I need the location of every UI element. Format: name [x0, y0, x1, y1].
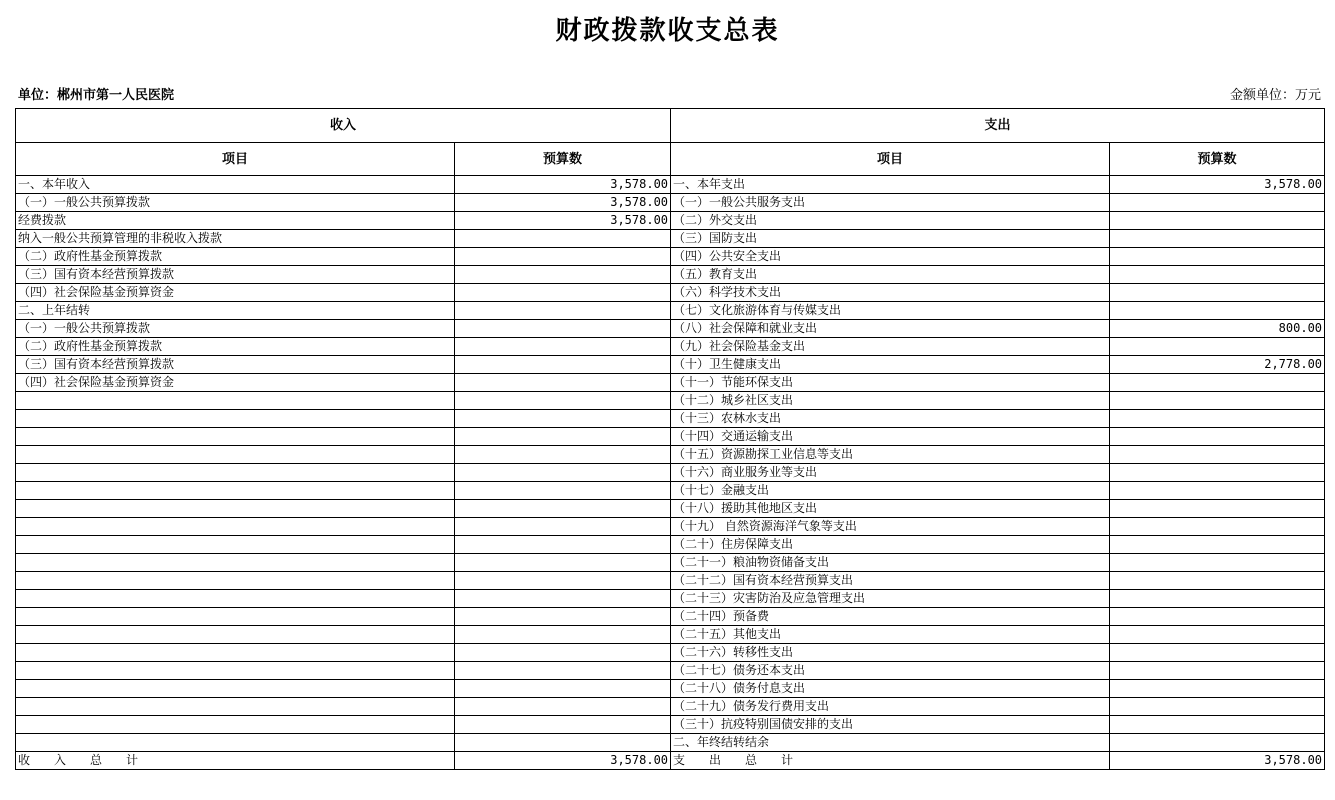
- table-row: [16, 284, 1325, 302]
- expense-item: （六）科学技术支出: [671, 284, 1110, 302]
- expense-budget: [1110, 410, 1325, 428]
- table-row: [16, 320, 1325, 338]
- income-item: （四）社会保险基金预算资金: [16, 284, 455, 302]
- expense-item: 二、年终结转结余: [671, 734, 1110, 752]
- income-budget: 3,578.00: [455, 212, 671, 230]
- income-budget: [455, 248, 671, 266]
- income-item: [16, 626, 455, 644]
- expense-budget: [1110, 716, 1325, 734]
- expense-budget: [1110, 392, 1325, 410]
- income-item-header: 项目: [16, 143, 455, 176]
- page-title: 财政拨款收支总表: [555, 16, 780, 46]
- expense-item: （十）卫生健康支出: [671, 356, 1110, 374]
- income-item: [16, 680, 455, 698]
- expense-item: （十八）援助其他地区支出: [671, 500, 1110, 518]
- expense-item: （二十）住房保障支出: [671, 536, 1110, 554]
- income-item: [16, 536, 455, 554]
- income-budget: [455, 518, 671, 536]
- income-budget: [455, 590, 671, 608]
- income-budget: [455, 500, 671, 518]
- table-row: [16, 212, 1325, 230]
- income-budget: [455, 572, 671, 590]
- income-item: （三）国有资本经营预算拨款: [16, 356, 455, 374]
- table-row: [16, 464, 1325, 482]
- table-body: [16, 176, 1325, 752]
- currency-unit: 金额单位：万元: [1229, 88, 1321, 103]
- table-row: [16, 518, 1325, 536]
- expense-budget: [1110, 464, 1325, 482]
- expense-budget: [1110, 428, 1325, 446]
- income-total-value: 3,578.00: [455, 752, 671, 770]
- income-item: [16, 482, 455, 500]
- expense-budget: [1110, 284, 1325, 302]
- table-row: [16, 626, 1325, 644]
- income-budget: [455, 734, 671, 752]
- table-row: [16, 662, 1325, 680]
- income-budget: [455, 284, 671, 302]
- table-row: [16, 590, 1325, 608]
- income-budget: [455, 302, 671, 320]
- income-budget: [455, 644, 671, 662]
- income-budget: [455, 554, 671, 572]
- expense-budget: [1110, 446, 1325, 464]
- expense-item: （二）外交支出: [671, 212, 1110, 230]
- expense-budget: [1110, 680, 1325, 698]
- expense-budget-header: 预算数: [1110, 143, 1325, 176]
- table-row: [16, 230, 1325, 248]
- expense-item: （九）社会保险基金支出: [671, 338, 1110, 356]
- expense-budget: [1110, 590, 1325, 608]
- expense-item: （七）文化旅游体育与传媒支出: [671, 302, 1110, 320]
- income-budget: [455, 320, 671, 338]
- table-row: [16, 176, 1325, 194]
- expense-budget: [1110, 338, 1325, 356]
- expense-budget: [1110, 662, 1325, 680]
- table-row: [16, 644, 1325, 662]
- table-row: [16, 446, 1325, 464]
- table-row: [16, 698, 1325, 716]
- income-budget: [455, 374, 671, 392]
- expense-item: （四）公共安全支出: [671, 248, 1110, 266]
- expense-budget: [1110, 500, 1325, 518]
- table-row: [16, 482, 1325, 500]
- income-item: [16, 410, 455, 428]
- income-item: 二、上年结转: [16, 302, 455, 320]
- income-item: [16, 698, 455, 716]
- table-row: [16, 734, 1325, 752]
- income-item: （四）社会保险基金预算资金: [16, 374, 455, 392]
- expense-budget: [1110, 518, 1325, 536]
- expense-item: （十七）金融支出: [671, 482, 1110, 500]
- expense-budget: [1110, 302, 1325, 320]
- income-item: 纳入一般公共预算管理的非税收入拨款: [16, 230, 455, 248]
- expense-item: （三十）抗疫特别国债安排的支出: [671, 716, 1110, 734]
- table-row: [16, 194, 1325, 212]
- unit-name: 单位：郴州市第一人民医院: [18, 88, 175, 103]
- income-budget: [455, 626, 671, 644]
- income-item: （二）政府性基金预算拨款: [16, 248, 455, 266]
- expense-item: （二十三）灾害防治及应急管理支出: [671, 590, 1110, 608]
- expense-item: （三）国防支出: [671, 230, 1110, 248]
- expense-budget: [1110, 644, 1325, 662]
- expense-budget: 800.00: [1110, 320, 1325, 338]
- expense-item: （十一）节能环保支出: [671, 374, 1110, 392]
- expense-item: 一、本年支出: [671, 176, 1110, 194]
- income-total-label: 收 入 总 计: [16, 752, 455, 770]
- expense-item: （十四）交通运输支出: [671, 428, 1110, 446]
- expense-item: （二十八）债务付息支出: [671, 680, 1110, 698]
- income-budget: [455, 698, 671, 716]
- table-row: [16, 266, 1325, 284]
- income-item: [16, 716, 455, 734]
- income-budget-header: 预算数: [455, 143, 671, 176]
- expense-item: （二十五）其他支出: [671, 626, 1110, 644]
- income-item: （一）一般公共预算拨款: [16, 320, 455, 338]
- income-header: 收入: [16, 109, 671, 143]
- income-budget: [455, 662, 671, 680]
- expense-item: （十二）城乡社区支出: [671, 392, 1110, 410]
- expense-budget: [1110, 554, 1325, 572]
- income-item: [16, 500, 455, 518]
- income-budget: [455, 266, 671, 284]
- expense-total-value: 3,578.00: [1110, 752, 1325, 770]
- expense-item: （二十九）债务发行费用支出: [671, 698, 1110, 716]
- income-item: （一）一般公共预算拨款: [16, 194, 455, 212]
- income-item: [16, 662, 455, 680]
- expense-item: （十五）资源勘探工业信息等支出: [671, 446, 1110, 464]
- income-item: [16, 518, 455, 536]
- income-item: [16, 572, 455, 590]
- income-budget: [455, 680, 671, 698]
- expense-budget: [1110, 608, 1325, 626]
- expense-budget: [1110, 230, 1325, 248]
- income-budget: [455, 392, 671, 410]
- expense-item: （八）社会保障和就业支出: [671, 320, 1110, 338]
- expense-budget: [1110, 572, 1325, 590]
- table-row: [16, 302, 1325, 320]
- table-row: [16, 680, 1325, 698]
- income-budget: [455, 536, 671, 554]
- expense-total-label: 支 出 总 计: [671, 752, 1110, 770]
- table-row: [16, 572, 1325, 590]
- income-budget: [455, 482, 671, 500]
- income-item: [16, 644, 455, 662]
- income-budget: [455, 338, 671, 356]
- income-item: [16, 446, 455, 464]
- table-row: [16, 392, 1325, 410]
- expense-budget: [1110, 626, 1325, 644]
- income-budget: [455, 356, 671, 374]
- table-row: [16, 716, 1325, 734]
- expense-header: 支出: [671, 109, 1325, 143]
- expense-item: （二十七）债务还本支出: [671, 662, 1110, 680]
- expense-item: （五）教育支出: [671, 266, 1110, 284]
- table-row: [16, 410, 1325, 428]
- table-row: [16, 608, 1325, 626]
- income-budget: 3,578.00: [455, 176, 671, 194]
- income-item: [16, 554, 455, 572]
- expense-item: （十三）农林水支出: [671, 410, 1110, 428]
- expense-budget: [1110, 248, 1325, 266]
- expense-budget: [1110, 194, 1325, 212]
- expense-budget: [1110, 734, 1325, 752]
- income-budget: [455, 608, 671, 626]
- income-item: [16, 392, 455, 410]
- expense-budget: [1110, 266, 1325, 284]
- income-item: [16, 590, 455, 608]
- table-row: [16, 338, 1325, 356]
- expense-item: （十六）商业服务业等支出: [671, 464, 1110, 482]
- expense-item: （一）一般公共服务支出: [671, 194, 1110, 212]
- income-item: 一、本年收入: [16, 176, 455, 194]
- expense-budget: 3,578.00: [1110, 176, 1325, 194]
- income-budget: [455, 446, 671, 464]
- expense-item-header: 项目: [671, 143, 1110, 176]
- income-item: 经费拨款: [16, 212, 455, 230]
- income-item: （二）政府性基金预算拨款: [16, 338, 455, 356]
- expense-budget: [1110, 374, 1325, 392]
- income-item: [16, 734, 455, 752]
- expense-item: （二十六）转移性支出: [671, 644, 1110, 662]
- expense-item: （二十四）预备费: [671, 608, 1110, 626]
- table-row: [16, 536, 1325, 554]
- income-budget: [455, 428, 671, 446]
- income-item: [16, 464, 455, 482]
- income-item: （三）国有资本经营预算拨款: [16, 266, 455, 284]
- expense-budget: [1110, 482, 1325, 500]
- table-row: [16, 374, 1325, 392]
- expense-budget: [1110, 212, 1325, 230]
- income-budget: [455, 410, 671, 428]
- expense-item: （十九） 自然资源海洋气象等支出: [671, 518, 1110, 536]
- budget-table: [15, 108, 1325, 770]
- expense-budget: 2,778.00: [1110, 356, 1325, 374]
- income-item: [16, 428, 455, 446]
- expense-item: （二十一）粮油物资储备支出: [671, 554, 1110, 572]
- total-row: [16, 752, 1325, 770]
- income-budget: [455, 464, 671, 482]
- expense-budget: [1110, 536, 1325, 554]
- expense-item: （二十二）国有资本经营预算支出: [671, 572, 1110, 590]
- income-budget: [455, 716, 671, 734]
- income-budget: 3,578.00: [455, 194, 671, 212]
- table-row: [16, 428, 1325, 446]
- table-row: [16, 554, 1325, 572]
- table-row: [16, 248, 1325, 266]
- expense-budget: [1110, 698, 1325, 716]
- income-item: [16, 608, 455, 626]
- income-budget: [455, 230, 671, 248]
- table-row: [16, 500, 1325, 518]
- table-row: [16, 356, 1325, 374]
